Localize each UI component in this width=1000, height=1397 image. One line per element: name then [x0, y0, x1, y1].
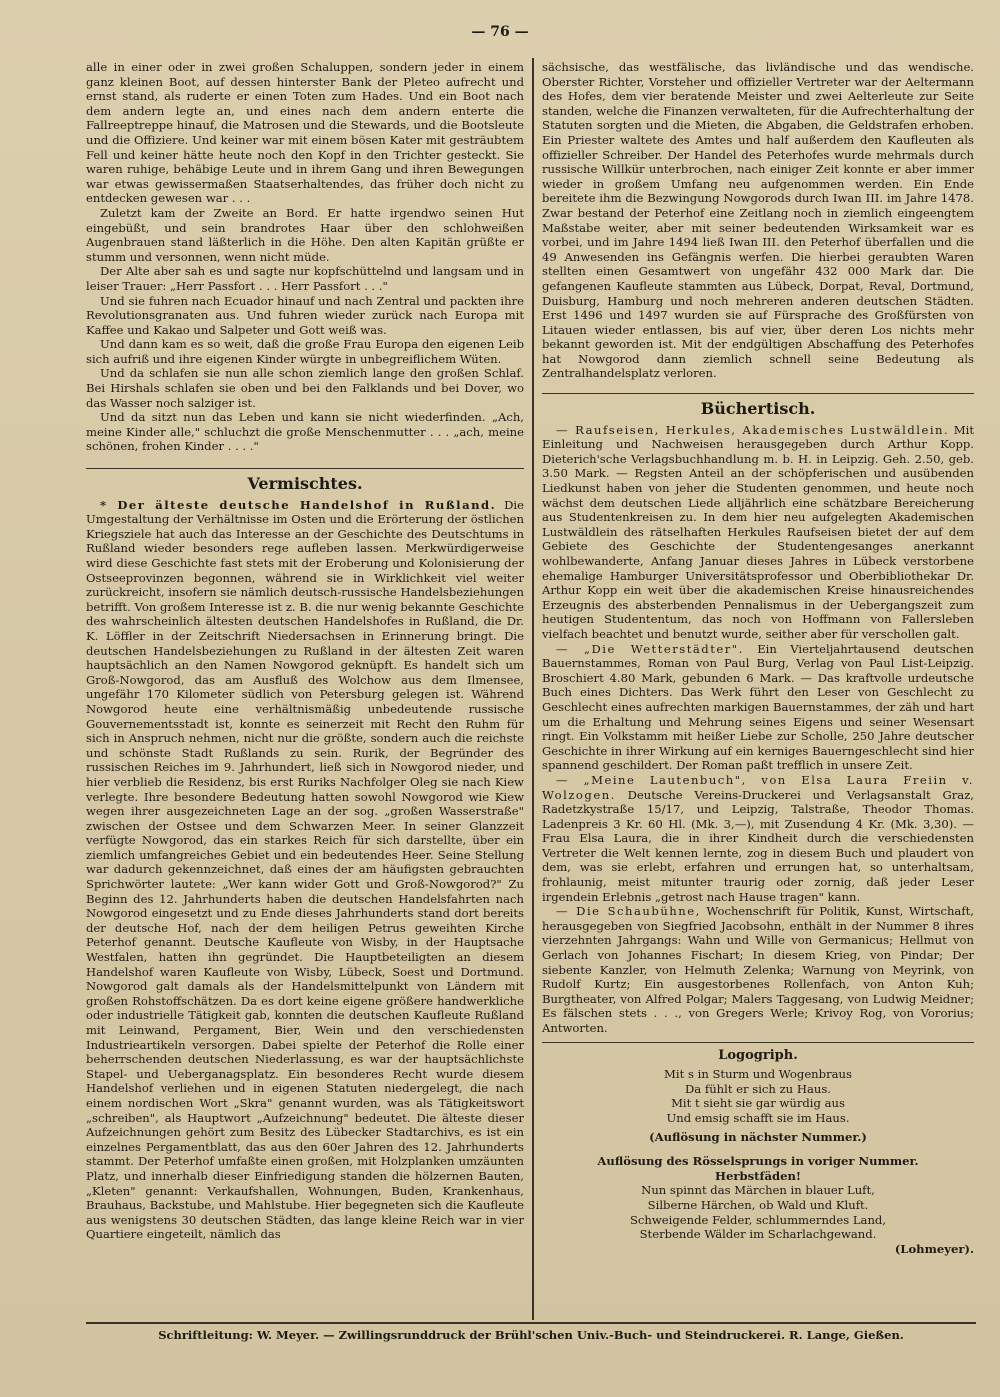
review-item: [542, 773, 974, 904]
article-continuation: sächsische, das westfälische, das livländische und das wendische. Oberster Richter, Vorsteher und offizieller Vertreter war der Aeltermann des Hofes, dem vier beratende Meister und zwei Aelterleute zur Seite standen, welche die Finanzen verwalteten, für die Aufrechterhaltung der Statuten sorgten und die Mieten, die Abgaben, die Geldstrafen erhoben. Ein Priester waltete des Amtes und half außerdem den Kaufleuten als offizieller Schreiber. Der Handel des Peterhofes wurde mehrmals durch russische Willkür unterbrochen, nach einiger Zeit konnte er aber immer wieder in großem Umfang neu aufgenommen werden. Ein Ende bereitete ihm die Bezwingung Nowgorods durch Iwan III. im Jahre 1478. Zwar bestand der Peterhof eine Zeitlang noch in ziemlich eingeengtem Maßstabe weiter, aber mit seiner bedeutenden Wirksamkeit war es vorbei, und im Jahre 1494 ließ Iwan III. den Peterhof überfallen und die 49 Anwesenden ins Gefängnis werfen. Die hierbei geraubten Waren stellten einen Gesamtwert von ungefähr 432 000 Mark dar. Die gefangenen Kaufleute stammten aus Lübeck, Dorpat, Reval, Dortmund, Duisburg, Hamburg und noch mehreren anderen deutschen Städten. Erst 1496 und 1497 wurden sie auf Fürsprache des Großfürsten von Litauen wieder entlassen, bis auf vier, über deren Los nichts mehr bekannt geworden ist. Mit der endgültigen Abschaffung des Peterhofes hat Nowgorod dann ziemlich schnell seine Bedeutung als Zentralhandelsplatz verloren.: [542, 60, 974, 381]
page-number: — 76 —: [471, 24, 529, 40]
solution-line: Silberne Härchen, ob Wald und Kluft.: [647, 1197, 869, 1212]
review-lead: — Die Schaubühne,: [556, 904, 701, 919]
article-lead: * Der älteste deutsche Handelshof in Rußland.: [100, 497, 497, 512]
article-body: Die Umgestaltung der Verhältnisse im Osten und die Erörterung der östlichen Kriegsziele hat auch das Interesse an der Geschichte des Deutschtums in Rußland wieder besonders rege aufleben lassen. Merkwürdigerweise wird diese Geschichte fast stets mit der Eroberung und Kolonisierung der Ostseeprovinzen begonnen, während sie in Wirklichkeit viel weiter zurückreicht, insofern sie nämlich deutsch-russische Handelsbeziehungen betrifft. Von großem Interesse ist z. B. die nur wenig bekannte Geschichte des wahrscheinlich ältesten deutschen Handelshofes in Rußland, die Dr. K. Löffler in der Zeitschrift Niedersachsen in Erinnerung bringt. Die deutschen Handelsbeziehungen zu Rußland in der ältesten Zeit waren hauptsächlich an den Namen Nowgorod geknüpft. Es handelt sich um Groß-Nowgorod, das am Ausfluß des Wolchow aus dem Ilmensee, ungefähr 170 Kilometer südlich von Petersburg gelegen ist. Während Nowgorod heute eine verhältnismäßig unbedeutende russische Gouvernementsstadt ist, konnte es seinerzeit mit Recht den Ruhm für sich in Anspruch nehmen, nicht nur die größte, sondern auch die reichste und schönste Stadt Rußlands zu sein. Rurik, der Begründer des russischen Reiches im 9. Jahrhundert, ließ sich in Nowgorod nieder, und hier verblieb die Residenz, bis erst Ruriks Nachfolger Oleg sie nach Kiew verlegte. Ihre besondere Bedeutung hatten sowohl Nowgorod wie Kiew wegen ihrer ausgezeichneten Lage an der sog. „großen Wasserstraße" zwischen der Ostsee und dem Schwarzen Meer. In seiner Glanzzeit verfügte Nowgorod, das ein starkes Reich für sich darstellte, über ein ziemlich umfangreiches Gebiet und ein bedeutendes Heer. Seine Stellung war dadurch gekennzeichnet, daß eines der am häufigsten gebrauchten Sprichwörter lautete: „Wer kann wider Gott und Groß-Nowgorod?" Zu Beginn des 12. Jahrhunderts haben die deutschen Handelsfahrten nach Nowgorod eingesetzt und zu Ende dieses Jahrhunderts stand dort bereits der deutsche Hof, nach der dem heiligen Petrus geweihten Kirche Peterhof genannt. Deutsche Kaufleute von Wisby, in der Hauptsache Westfalen, hatten ihn gegründet. Die Hauptbeteiligten an diesem Handelshof waren Kaufleute von Wisby, Lübeck, Soest und Dortmund. Nowgorod galt damals als der Handelsmittelpunkt von Ländern mit großen Rohstoffschätzen. Da es dort keine eigene größere handwerkliche oder industrielle Tätigkeit gab, konnten die deutschen Kaufleute Rußland mit Leinwand, Pergament, Bier, Wein und den verschiedensten Industrieartikeln versorgen. Dabei spielte der Peterhof die Rolle einer beherrschenden deutschen Niederlassung, es war der hauptsächlichste Stapel- und Ueberganagsplatz. Ein besonderes Recht wurde diesem Handelshof verliehen und in eigenen Statuten niedergelegt, die nach einem nordischen Wort „Skra" genannt wurden, was als Tätigkeitswort „schreiben", als Hauptwort „Aufzeichnung" bedeutet. Die älteste dieser Aufzeichnungen gehört zum Besitz des Lübecker Stadtarchivs, es ist ein einzelnes Pergamentblatt, das aus den 60er Jahren des 12. Jahrhunderts stammt. Der Peterhof umfaßte einen großen, mit Holzplanken umzäunten Platz, und innerhalb dieser Einfriedigung standen die hölzernen Bauten, „Kleten" genannt: Verkaufshallen, Wohnungen, Buden, Krankenhaus, Brauhaus, Backstube, und Mahlstube. Hier begegneten sich die Kaufleute aus wenigstens 30 deutschen Städten, das lange kleine Reich war in vier Quartiere eingeteilt, nämlich das: [86, 497, 524, 1242]
story-paragraph: Und da sitzt nun das Leben und kann sie nicht wiederfinden. „Ach, meine Kinder alle," schluchzt die große Menschenmutter . . . „ach, meine schönen, frohen Kinder . . . .": [86, 410, 524, 454]
solution-block: [542, 1154, 974, 1256]
review-item: [542, 642, 974, 773]
story-paragraph: Zuletzt kam der Zweite an Bord. Er hatte irgendwo seinen Hut eingebüßt, und sein brandrotes Haar über den schlohweißen Augenbrauen stand läßterlich in die Höhe. Den alten Kapitän grüßte er stumm und versonnen, wenn nicht müde.: [86, 205, 524, 264]
review-lead: — Raufseisen, Herkules, Akademisches Lustwäldlein.: [556, 422, 950, 437]
solution-author: (Lohmeyer).: [894, 1241, 974, 1256]
logogriph-line: Da fühlt er sich zu Haus.: [685, 1081, 831, 1096]
solution-line: Nun spinnt das Märchen in blauer Luft,: [641, 1183, 875, 1198]
logogriph-block: [542, 1042, 974, 1145]
section-title-vermischtes: Vermischtes.: [86, 468, 524, 492]
imprint-footer: Schriftleitung: W. Meyer. — Zwillingsrunddruck der Brühl'schen Univ.-Buch- und Steindruckerei. R. Lange, Gießen.: [158, 1328, 904, 1342]
story-paragraph: Und sie fuhren nach Ecuador hinauf und nach Zentral und packten ihre Revolutionsgranaten aus. Und fuhren wieder zurück nach Europa mit Kaffee und Kakao und Salpeter und Gott weiß was.: [86, 293, 524, 337]
review-item: [542, 423, 974, 642]
right-column: [542, 60, 974, 1320]
review-lead: — „Meine Lautenbuch", von Elsa Laura Freiin v. Wolzogen.: [542, 772, 974, 802]
column-divider: [532, 58, 534, 1320]
story-paragraph: Und dann kam es so weit, daß die große Frau Europa den eigenen Leib sich aufriß und ihre eigenen Kinder würgte in unbegreiflichem Wüten.: [86, 337, 524, 366]
footer-rule: [86, 1322, 976, 1324]
story-paragraph: alle in einer oder in zwei großen Schaluppen, sondern jeder in einem ganz kleinen Boot, auf dessen hinterster Bank der Pleteo aufrecht und ernst stand, als ruderte er einen Toten zum Hades. Und ein Boot nach dem andern legte an, und eines nach dem andern enterte die Fallreeptreppe hinauf, die Matrosen und die Stewards, und die Bootsleute und die Offiziere. Und keiner war mit einem bösen Kater mit gesträubtem Fell und keiner hätte heute noch den Kopf in den Trichter gesteckt. Sie waren ruhige, behäbige Leute und in ihrem Gang und ihren Bewegungen war etwas gewissermaßen Staatserhaltendes, das früher doch nicht zu entdecken gewesen war . . .: [86, 60, 524, 206]
review-text: Deutsche Vereins-Druckerei und Verlagsanstalt Graz, Radetzkystraße 15/17, und Leipzig, Talstraße, Theodor Thomas. Ladenpreis 3 Kr. 60 Hl. (Mk. 3,—), mit Zusendung 4 Kr. (Mk. 3,30). — Frau Elsa Laura, die in ihrer Kindheit durch die verschiedensten Vertreter die Welt kennen lernte, zog in diesem Buch und plaudert von dem, was sie erlebt, erfahren und errungen hat, so unterhaltsam, frohlaunig, meist mitunter traurig oder zornig, daß jeder Leser irgendein Erlebnis „getrost nach Hause tragen" kann.: [542, 787, 974, 904]
review-lead: — „Die Wetterstädter".: [556, 641, 744, 656]
article-paragraph: [86, 498, 524, 1242]
logogriph-line: Mit s in Sturm und Wogenbraus: [664, 1067, 852, 1082]
story-section: [86, 60, 524, 454]
review-text: Ein Vierteljahrtausend deutschen Bauernstammes, Roman von Paul Burg, Verlag von Paul List-Leipzig. Broschiert 4.80 Mark, gebunden 6 Mark. — Das kraftvolle urdeutsche Buch eines Dichters. Das Werk führt den Leser von Geschlecht zu Geschlecht eines aufrechten markigen Bauernstammes, der zäh und hart um die Erhaltung und Mehrung seines Eigens und seiner Wesensart ringt. Ein Volkstamm mit heißer Liebe zur Scholle, 250 Jahre deutscher Geschichte in ihrer Wirkung auf ein kerniges Bauerngeschlecht sind hier spannend geschildert. Der Roman paßt trefflich in unsere Zeit.: [542, 641, 974, 773]
review-text: Wochenschrift für Politik, Kunst, Wirtschaft, herausgegeben von Siegfried Jacobsohn, enthält in der Nummer 8 ihres vierzehnten Jahrgangs: Wahn und Wille von Germanicus; Hellmut von Gerlach von Johannes Fischart; In diesem Krieg, von Pindar; Der siebente Kanzler, von Helmuth Zelenka; Warnung von Meyrink, von Rudolf Kurtz; Ein ausgestorbenes Rollenfach, von Anton Kuh; Burgtheater, von Alfred Polgar; Malers Taggesang, von Ludwig Meidner; Es fälschen stets . . ., von Gregers Werle; Krivoy Rog, von Vororius; Antworten.: [542, 904, 974, 1035]
logogriph-title: Logogriph.: [542, 1042, 974, 1064]
solution-line: Schweigende Felder, schlummerndes Land,: [629, 1212, 887, 1227]
solution-heading: Herbstfäden!: [715, 1168, 801, 1183]
story-paragraph: Und da schlafen sie nun alle schon ziemlich lange den großen Schlaf. Bei Hirshals schlafen sie oben und bei den Falklands und bei Dover, wo das Wasser noch salziger ist.: [86, 366, 524, 410]
solution-line: Sterbende Wälder im Scharlachgewand.: [639, 1227, 877, 1242]
story-paragraph: Der Alte aber sah es und sagte nur kopfschüttelnd und langsam und in leiser Trauer: „Herr Passfort . . . Herr Passfort . . .": [86, 264, 524, 293]
left-column: [86, 60, 524, 1320]
section-title-buechertisch: Büchertisch.: [542, 393, 974, 417]
logogriph-line: Und emsig schafft sie im Haus.: [666, 1110, 850, 1125]
solution-title: Auflösung des Rösselsprungs in voriger Nummer.: [597, 1154, 919, 1169]
review-text: Mit Einleitung und Nachweisen herausgegeben durch Arthur Kopp. Dieterich'sche Verlagsbuchhandlung m. b. H. in Leipzig. Geh. 2.50, geb. 3.50 Mark. — Regsten Anteil an der schöpferischen und ausübenden Liedkunst haben von jeher die Studenten genommen, und heute noch wächst dem deutschen Liede alljährlich eine schätzbare Bereicherung aus Studentenkreisen zu. In dem hier neu aufgelegten Akademischen Lustwäldlein des rätselhaften Herkules Raufseisen bietet der auf dem Gebiete des Geschichte der Studentengesanges anerkannt wohlbewanderte, Anfang Januar dieses Jahres in Lübeck verstorbene ehemalige Hamburger Universitätsprofessor und Oberbibliothekar Dr. Arthur Kopp ein weit über die akademischen Kreise hinausreichendes Erzeugnis des absterbenden Pennalismus in der Uebergangszeit zum heutigen Studententum, das noch von Hoffmann von Fallersleben vielfach beachtet und benutzt wurde, seither aber für verschollen galt.: [542, 422, 974, 641]
logogriph-note: (Auflösung in nächster Nummer.): [649, 1129, 867, 1144]
logogriph-line: Mit t sieht sie gar würdig aus: [671, 1096, 845, 1111]
review-item: [542, 904, 974, 1035]
